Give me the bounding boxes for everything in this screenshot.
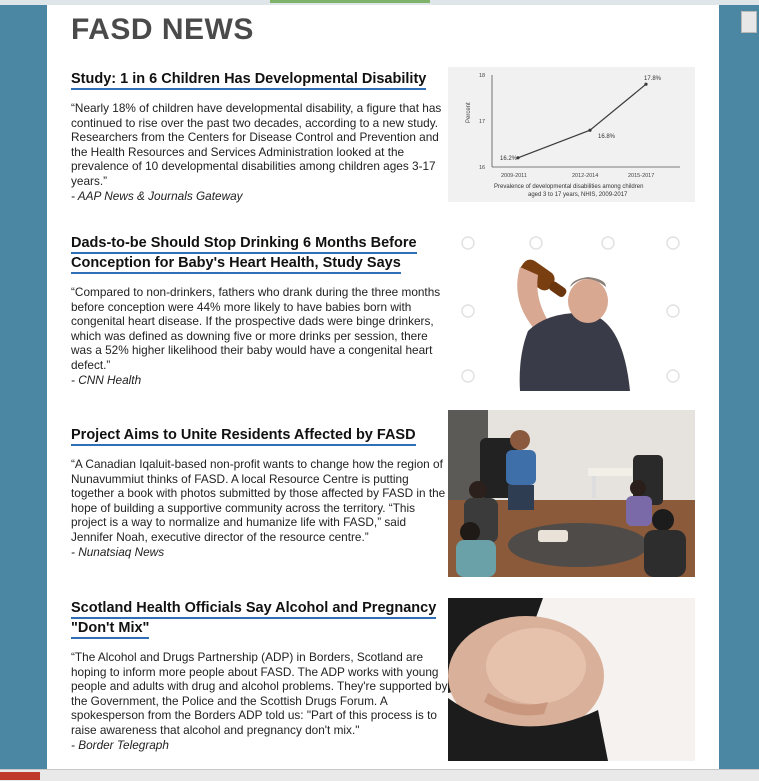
article-3 xyxy=(71,425,449,559)
man-drinking-beer-photo xyxy=(448,231,695,391)
article-2-source: - CNN Health xyxy=(71,372,142,387)
chart-xtick: 2015-2017 xyxy=(628,173,655,179)
article-3-body: “A Canadian Iqaluit-based non-profit wants to change how the region of Nunavummiut thinks of FASD. A local Resource Centre is putting together a book with photos submitted by those affected by FASD in the hope of building a supportive community across the territory. “This project is a way to normalize and humanize life with FASD,” said Jennifer Noah, executive director of the resource centre.” xyxy=(71,457,446,544)
chart-caption-2: aged 3 to 17 years, NHIS, 2009-2017 xyxy=(528,192,628,198)
chart-point xyxy=(644,83,647,86)
newsletter-page xyxy=(47,5,719,769)
chart-points xyxy=(500,76,662,162)
article-1-headline[interactable]: Study: 1 in 6 Children Has Developmental Disability xyxy=(71,71,426,90)
article-4-source: - Border Telegraph xyxy=(71,737,169,752)
chart-caption-1: Prevalence of developmental disabilities among children xyxy=(494,184,644,190)
prevalence-chart xyxy=(448,67,695,202)
chart-point-label: 16.2% xyxy=(500,155,518,162)
chart-ytick: 16 xyxy=(479,165,486,171)
chart-xtick: 2009-2011 xyxy=(501,173,527,179)
chart-y-label: Percent xyxy=(466,102,472,123)
community-meeting-photo xyxy=(448,410,695,577)
article-1-body: “Nearly 18% of children have developmental disability, a figure that has continued to rise over the past two decades, according to a new study. Researchers from the Centers for Disease Control and Prevention and the Health Resources and Services Administration looked at the prevalence of 10 developmental disabilities among children ages 3-17 years.” xyxy=(71,101,442,188)
article-4 xyxy=(71,598,449,752)
status-indicator xyxy=(0,772,40,780)
pregnant-belly-photo xyxy=(448,598,695,761)
prevalence-chart-image xyxy=(448,67,695,202)
article-1-source: - AAP News & Journals Gateway xyxy=(71,188,243,203)
chart-ytick: 18 xyxy=(479,73,486,79)
chart-point xyxy=(588,129,591,132)
article-3-source: - Nunatsiaq News xyxy=(71,544,165,559)
article-2-headline[interactable]: Dads-to-be Should Stop Drinking 6 Months Before Conception for Baby's Heart Health, Study Says xyxy=(71,235,417,274)
article-2-body: “Compared to non-drinkers, fathers who drank during the three months before conception were 44% more likely to have babies born with congenital heart disease. If the prospective dads were binge drinkers, which was defined as downing five or more drinks per session, there was a 52% higher likelihood their baby would have a congenital heart defect.” xyxy=(71,285,441,372)
chart-point-label: 17.8% xyxy=(644,76,662,83)
chart-series-line xyxy=(518,84,646,158)
article-4-headline[interactable]: Scotland Health Officials Say Alcohol and Pregnancy "Don't Mix" xyxy=(71,600,436,639)
chart-xtick: 2012-2014 xyxy=(572,173,599,179)
horizontal-scrollbar[interactable] xyxy=(0,769,759,781)
article-4-body: “The Alcohol and Drugs Partnership (ADP) in Borders, Scotland are hoping to inform more people about FASD. The ADP works with young people and adults with drug and alcohol problems. They're supported by the Government, the Police and the Scottish Drugs Forum. A spokesperson from the Borders ADP told us: "Part of this process is to raise awareness that alcohol and pregnancy don't mix." xyxy=(71,650,448,737)
chart-point-label: 16.8% xyxy=(598,134,616,141)
vertical-scrollbar[interactable] xyxy=(737,5,759,769)
newsletter-title: FASD NEWS xyxy=(71,13,254,46)
article-1 xyxy=(71,69,449,203)
article-3-headline[interactable]: Project Aims to Unite Residents Affected by FASD xyxy=(71,427,416,446)
article-2 xyxy=(71,233,449,387)
chart-ytick: 17 xyxy=(479,119,486,125)
scroll-up-arrow[interactable] xyxy=(741,11,757,33)
top-strip-highlight xyxy=(270,0,430,3)
